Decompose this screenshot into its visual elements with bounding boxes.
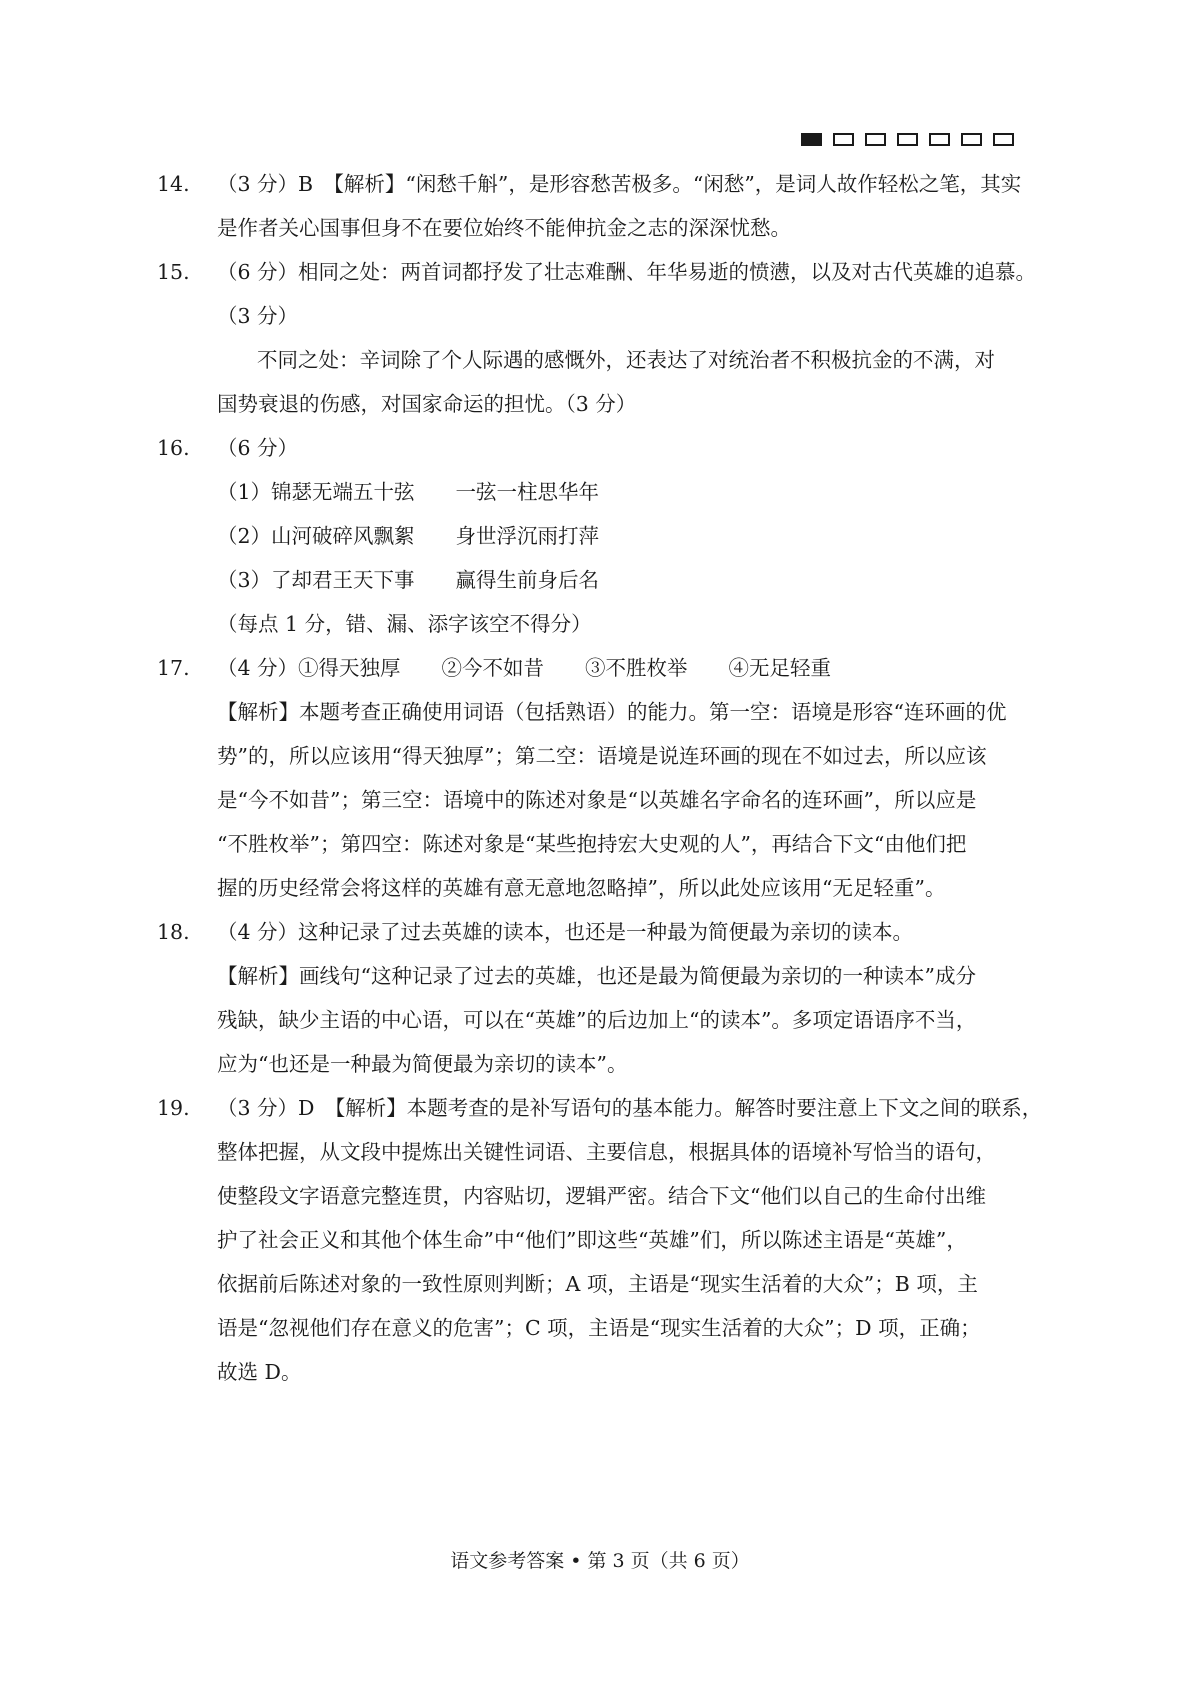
q19-text-1: （3 分）D 【解析】本题考查的是补写语句的基本能力。解答时要注意上下文之间的联系， [217,1096,1043,1120]
page-indicator-square [993,133,1014,146]
q19-analysis-line: 依据前后陈述对象的一致性原则判断；A 项，主语是“现实生活着的大众”；B 项，主 [217,1272,978,1296]
q17-analysis-line: “不胜枚举”；第四空：陈述对象是“某些抱持宏大史观的人”，再结合下文“由他们把 [217,832,967,856]
q16-item-1: （1）锦瑟无端五十弦 一弦一柱思华年 [217,480,600,504]
q19-analysis-line: 故选 D。 [217,1360,302,1384]
q16-text-1: （6 分） [217,436,299,460]
q17-text-1: （4 分）①得天独厚 ②今不如昔 ③不胜枚举 ④无足轻重 [217,656,832,680]
q15-text-1: （6 分）相同之处：两首词都抒发了壮志难酬、年华易逝的愤懑，以及对古代英雄的追慕。 [217,260,1037,284]
q19-analysis-line: 语是“忽视他们存在意义的危害”；C 项，主语是“现实生活着的大众”；D 项，正确； [217,1316,981,1340]
page-indicator [801,133,1014,146]
q14-number: 14. [157,172,190,196]
q18-number: 18. [157,920,190,944]
q19-analysis-line: 护了社会正义和其他个体生命”中“他们”即这些“英雄”们，所以陈述主语是“英雄”， [217,1228,967,1252]
q15-line4: 国势衰退的伤感，对国家命运的担忧。（3 分） [217,392,637,416]
q16-number: 16. [157,436,190,460]
q15-line2: （3 分） [217,304,299,328]
q18-analysis-line: 残缺，缺少主语的中心语，可以在“英雄”的后边加上“的读本”。多项定语语序不当， [217,1008,977,1032]
q14-text-1: （3 分）B 【解析】“闲愁千斛”，是形容愁苦极多。“闲愁”，是词人故作轻松之笔，其实 [217,172,1022,196]
page-indicator-square-current [801,133,822,146]
q16-item-3: （3）了却君王天下事 赢得生前身后名 [217,568,600,592]
q17-analysis-line: 是“今不如昔”；第三空：语境中的陈述对象是“以英雄名字命名的连环画”，所以应是 [217,788,977,812]
q19-line1 [157,1094,1042,1122]
q14-line2: 是作者关心国事但身不在要位始终不能伸抗金之志的深深忧愁。 [217,216,791,240]
q18-analysis-line: 应为“也还是一种最为简便最为亲切的读本”。 [217,1052,628,1076]
q17-analysis-line: 势”的，所以应该用“得天独厚”；第二空：语境是说连环画的现在不如过去，所以应该 [217,744,987,768]
q17-analysis-line: 【解析】本题考查正确使用词语（包括熟语）的能力。第一空：语境是形容“连环画的优 [217,700,1007,724]
page-footer: 语文参考答案 • 第 3 页（共 6 页） [450,1550,750,1572]
q17-analysis-line: 握的历史经常会将这样的英雄有意无意地忽略掉”，所以此处应该用“无足轻重”。 [217,876,946,900]
q15-line1 [157,258,1036,286]
q18-text-1: （4 分）这种记录了过去英雄的读本，也还是一种最为简便最为亲切的读本。 [217,920,914,944]
q15-line3: 不同之处：辛词除了个人际遇的感慨外，还表达了对统治者不积极抗金的不满，对 [257,348,995,372]
q15-number: 15. [157,260,190,284]
q14-line1 [157,170,1021,198]
q19-analysis-line: 使整段文字语意完整连贯，内容贴切，逻辑严密。结合下文“他们以自己的生命付出维 [217,1184,986,1208]
page-indicator-square [961,133,982,146]
q16-note: （每点 1 分，错、漏、添字该空不得分） [217,612,592,636]
q17-line1 [157,654,831,682]
q16-item-2: （2）山河破碎风飘絮 身世浮沉雨打萍 [217,524,600,548]
q19-number: 19. [157,1096,190,1120]
q19-analysis-line: 整体把握，从文段中提炼出关键性词语、主要信息，根据具体的语境补写恰当的语句， [217,1140,996,1164]
q18-analysis-line: 【解析】画线句“这种记录了过去的英雄，也还是最为简便最为亲切的一种读本”成分 [217,964,976,988]
page-indicator-square [897,133,918,146]
page-indicator-square [865,133,886,146]
q18-line1 [157,918,913,946]
page-indicator-square [833,133,854,146]
q16-line1 [157,434,298,462]
page-indicator-square [929,133,950,146]
q17-number: 17. [157,656,190,680]
